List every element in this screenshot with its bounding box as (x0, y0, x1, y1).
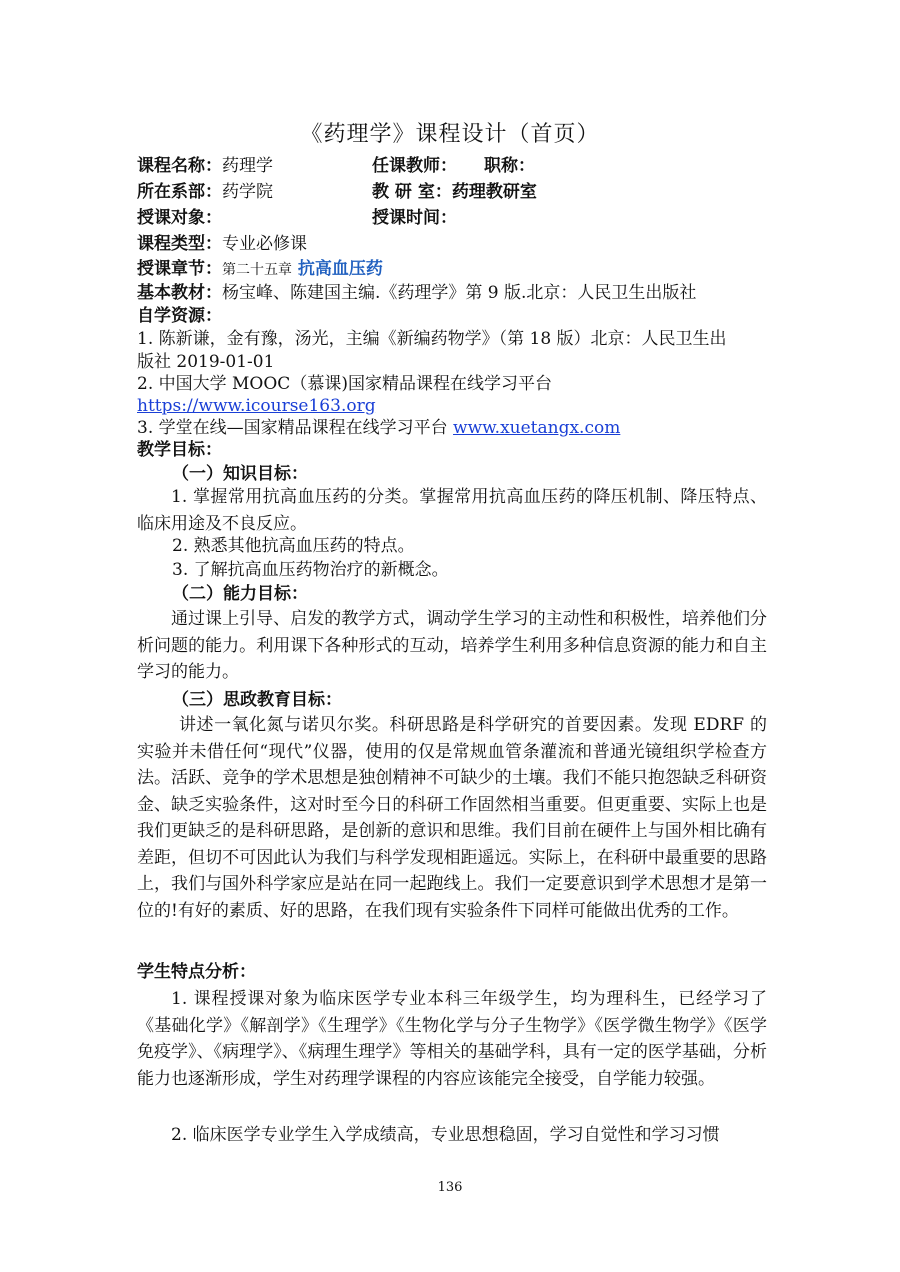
rank-label: 职称： (484, 156, 535, 176)
ideology-goals-text: 讲述一氧化氮与诺贝尔奖。科研思路是科学研究的首要因素。发现 EDRF 的实验并未借任何“现代”仪器，使用的仅是常规血管条灌流和普通光镜组织学检查方法。活跃、竞争的学术思想是独创精神不可缺少的土壤。我们不能只抱怨缺乏科研资金、缺乏实验条件，这对时至今日的科研工作固然相当重要。但更重要、实际上也是我们更缺乏的是科研思路，是创新的意识和思维。我们目前在硬件上与国外相比确有差距，但切不可因此认为我们与科学发现相距遥远。实际上，在科研中最重要的思路上，我们与国外科学家应是站在同一起跑线上。我们一定要意识到学术思想才是第一位的!有好的素质、好的思路，在我们现有实验条件下同样可能做出优秀的工作。 (137, 715, 767, 921)
course-name: 药理学 (222, 156, 273, 176)
xuetangx-link[interactable]: www.xuetangx.com (453, 418, 621, 438)
knowledge-goal-1: 1. 掌握常用抗高血压药的分类。掌握常用抗高血压药的降压机制、降压特点、临床用途及不良反应。 (137, 487, 767, 534)
office-label: 教 研 室： (372, 182, 452, 202)
resource-2: 2. 中国大学 MOOC（慕课)国家精品课程在线学习平台 (137, 374, 552, 394)
resource-3: 3. 学堂在线—国家精品课程在线学习平台 www.xuetangx.com (137, 418, 621, 438)
page-number: 136 (437, 1180, 463, 1195)
resource-1-line-2: 版社 2019-01-01 (137, 352, 275, 372)
type-label: 课程类型： (137, 234, 222, 254)
chapter-label: 授课章节： (137, 259, 222, 279)
knowledge-goal-2: 2. 熟悉其他抗高血压药的特点。 (172, 536, 415, 556)
resources-heading: 自学资源： (137, 306, 222, 326)
dept-value: 药学院 (222, 182, 273, 202)
info-row-audience (137, 206, 457, 230)
analysis-point-1: 1. 课程授课对象为临床医学专业本科三年级学生，均为理科生，已经学习了《基础化学》《解剖学》《生理学》《生物化学与分子生物学》《医学微生物学》《医学免疫学》、《病理学》、《病理生理学》等相关的基础学科，具有一定的医学基础，分析能力也逐渐形成，学生对药理学课程的内容应该能完全接受，自学能力较强。 (137, 989, 767, 1089)
ability-goals-heading: （二）能力目标： (172, 584, 308, 604)
info-row-textbook (137, 281, 696, 305)
resource-1-line-1: 1. 陈新谦，金有豫，汤光，主编《新编药物学》（第 18 版）北京：人民卫生出 (137, 329, 727, 349)
course-name-label: 课程名称： (137, 156, 222, 176)
goals-heading: 教学目标： (137, 440, 222, 460)
ideology-goals-heading: （三）思政教育目标： (172, 690, 342, 710)
chapter-title: 抗高血压药 (297, 259, 383, 279)
analysis-heading: 学生特点分析： (137, 962, 256, 982)
page-title: 《药理学》课程设计（首页） (300, 122, 600, 147)
teacher-label: 任课教师： (372, 156, 457, 176)
time-label: 授课时间： (372, 208, 457, 228)
ability-goals-text: 通过课上引导、启发的教学方式，调动学生学习的主动性和积极性，培养他们分析问题的能力。利用课下各种形式的互动，培养学生利用多种信息资源的能力和自主学习的能力。 (137, 609, 767, 682)
info-row-course (137, 154, 535, 178)
icourse-link[interactable]: https://www.icourse163.org (137, 396, 376, 416)
knowledge-goals-heading: （一）知识目标： (172, 464, 308, 484)
office-value: 药理教研室 (451, 182, 537, 202)
chapter-number: 第二十五章 (222, 262, 292, 278)
textbook-label: 基本教材： (137, 283, 222, 303)
analysis-point-2: 2. 临床医学专业学生入学成绩高，专业思想稳固，学习自觉性和学习习惯 (171, 1125, 720, 1145)
info-row-dept (137, 180, 537, 204)
dept-label: 所在系部： (137, 182, 222, 202)
knowledge-goal-3: 3. 了解抗高血压药物治疗的新概念。 (172, 560, 449, 580)
type-value: 专业必修课 (222, 234, 307, 254)
info-row-chapter (137, 257, 383, 282)
audience-label: 授课对象： (137, 208, 222, 228)
info-row-type (137, 232, 307, 256)
textbook-value: 杨宝峰、陈建国主编.《药理学》第 9 版.北京：人民卫生出版社 (222, 283, 697, 303)
